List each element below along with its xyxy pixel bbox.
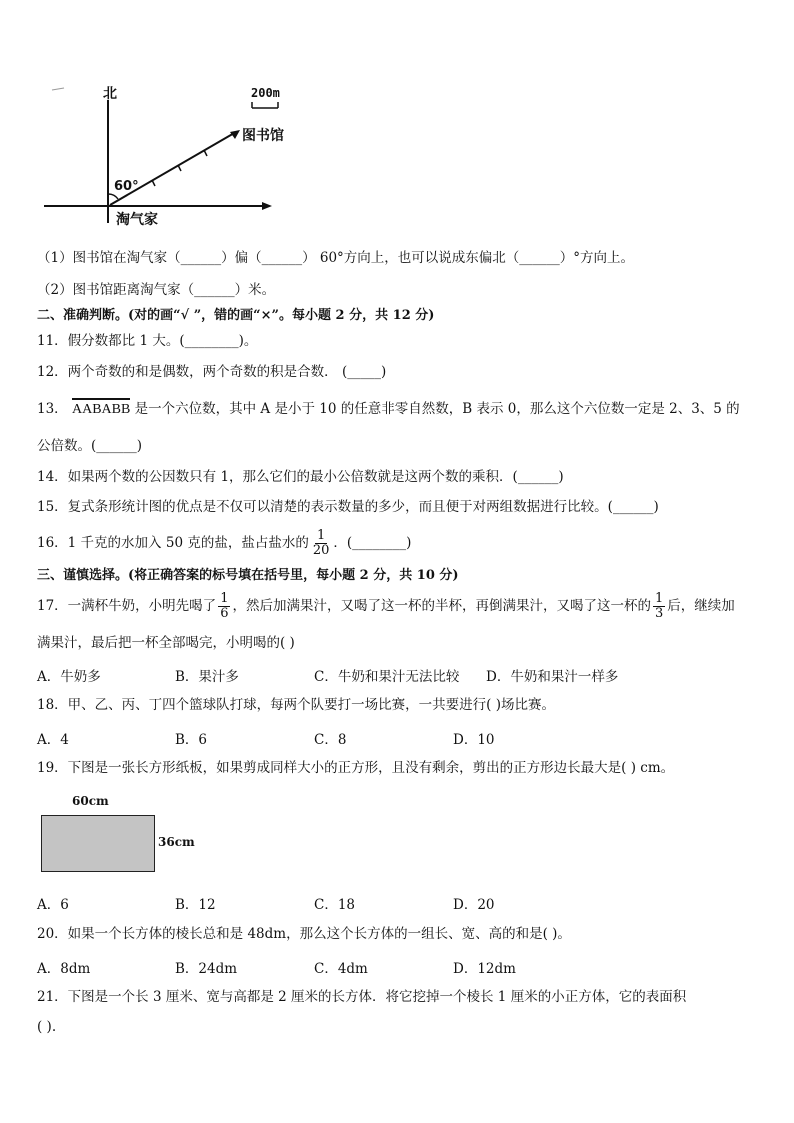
question-15: 15．复式条形统计图的优点是不仅可以清楚的表示数量的多少，而且便于对两组数据进行比较。(______) [37, 499, 659, 515]
north-label: 北 [103, 86, 117, 102]
six-digit-number: AABABB [72, 398, 130, 417]
question-21-cont: ( ). [37, 1019, 57, 1035]
q19-option-b[interactable]: B．12 [175, 897, 216, 913]
fraction-1-3 [653, 592, 665, 621]
fraction-numerator: 1 [220, 591, 229, 606]
question-12: 12．两个奇数的和是偶数，两个奇数的积是合数． (_____) [37, 364, 387, 380]
rectangle-cardboard [41, 815, 155, 872]
map-question-1: （1）图书馆在淘气家（______）偏（______） 60°方向上，也可以说成东偏北（______）°方向上。 [37, 250, 635, 266]
q18-option-c[interactable]: C．8 [314, 732, 347, 748]
q20-option-d[interactable]: D．12dm [453, 961, 516, 977]
fraction-denominator: 3 [654, 606, 664, 621]
question-18: 18．甲、乙、丙、丁四个篮球队打球，每两个队要打一场比赛，一共要进行( )场比赛。 [37, 697, 556, 713]
q19-option-a[interactable]: A．6 [37, 897, 69, 913]
map-question-2: （2）图书馆距离淘气家（______）米。 [37, 282, 276, 298]
q18-option-b[interactable]: B．6 [175, 732, 208, 748]
q20-option-c[interactable]: C．4dm [314, 961, 368, 977]
q18-option-d[interactable]: D．10 [453, 732, 495, 748]
question-16 [37, 523, 411, 563]
question-21: 21．下图是一个长 3 厘米、宽与高都是 2 厘米的长方体．将它挖掉一个棱长 1 厘米的小正方体，它的表面积 [37, 989, 687, 1005]
fraction-denominator: 20 [312, 543, 330, 558]
rect-height-label: 36cm [158, 835, 195, 849]
fraction-numerator: 1 [316, 528, 326, 543]
question-11: 11．假分数都比 1 大。(________)。 [37, 333, 258, 349]
q17-option-a[interactable]: A．牛奶多 [37, 669, 101, 685]
question-17-post: 后，继续加 [667, 598, 735, 614]
q17-option-c[interactable]: C．牛奶和果汁无法比较 [314, 669, 460, 685]
question-13 [37, 400, 740, 419]
question-17-mid: ，然后加满果汁，又喝了这一杯的半杯，再倒满果汁，又喝了这一杯的 [232, 598, 651, 614]
question-19: 19．下图是一张长方形纸板，如果剪成同样大小的正方形，且没有剩余，剪出的正方形边长最大是( ) cm。 [37, 760, 675, 776]
direction-diagram [40, 80, 310, 230]
q20-option-b[interactable]: B．24dm [175, 961, 238, 977]
fraction-1-20 [311, 529, 332, 558]
library-label: 图书馆 [242, 128, 284, 144]
q17-option-b[interactable]: B．果汁多 [175, 669, 239, 685]
question-17-pre: 17．一满杯牛奶，小明先喝了 [37, 598, 217, 614]
fraction-denominator: 6 [220, 606, 229, 621]
question-17 [37, 586, 735, 626]
rect-width-label: 60cm [72, 794, 109, 808]
fraction-1-6 [218, 592, 230, 621]
q20-option-a[interactable]: A．8dm [37, 961, 91, 977]
question-17-cont: 满果汁，最后把一杯全部喝完，小明喝的( ) [37, 635, 295, 651]
question-20: 20．如果一个长方体的棱长总和是 48dm，那么这个长方体的一组长、宽、高的和是( )。 [37, 926, 571, 942]
angle-label: 60° [114, 179, 139, 194]
question-16-pre: 16．1 千克的水加入 50 克的盐，盐占盐水的 [37, 535, 309, 551]
question-14: 14．如果两个数的公因数只有 1，那么它们的最小公倍数就是这两个数的乘积．(______) [37, 469, 564, 485]
fraction-numerator: 1 [654, 591, 664, 606]
section-3-heading: 三、谨慎选择。(将正确答案的标号填在括号里，每小题 2 分，共 10 分) [37, 568, 459, 583]
home-label: 淘气家 [116, 212, 158, 228]
scale-label: 200m [251, 86, 280, 100]
question-16-post: ．(________) [333, 535, 412, 551]
section-2-heading: 二、准确判断。(对的画“√ ”，错的画“×”。每小题 2 分，共 12 分) [37, 308, 435, 323]
q19-option-d[interactable]: D．20 [453, 897, 495, 913]
q18-option-a[interactable]: A．4 [37, 732, 69, 748]
question-13-text: 是一个六位数，其中 A 是小于 10 的任意非零自然数，B 表示 0，那么这个六位数一定是 2、3、5 的 [134, 401, 740, 417]
q19-option-c[interactable]: C．18 [314, 897, 356, 913]
question-13-cont: 公倍数。(______) [37, 438, 143, 454]
q17-option-d[interactable]: D．牛奶和果汁一样多 [486, 669, 619, 685]
question-13-number: 13． [37, 401, 68, 417]
